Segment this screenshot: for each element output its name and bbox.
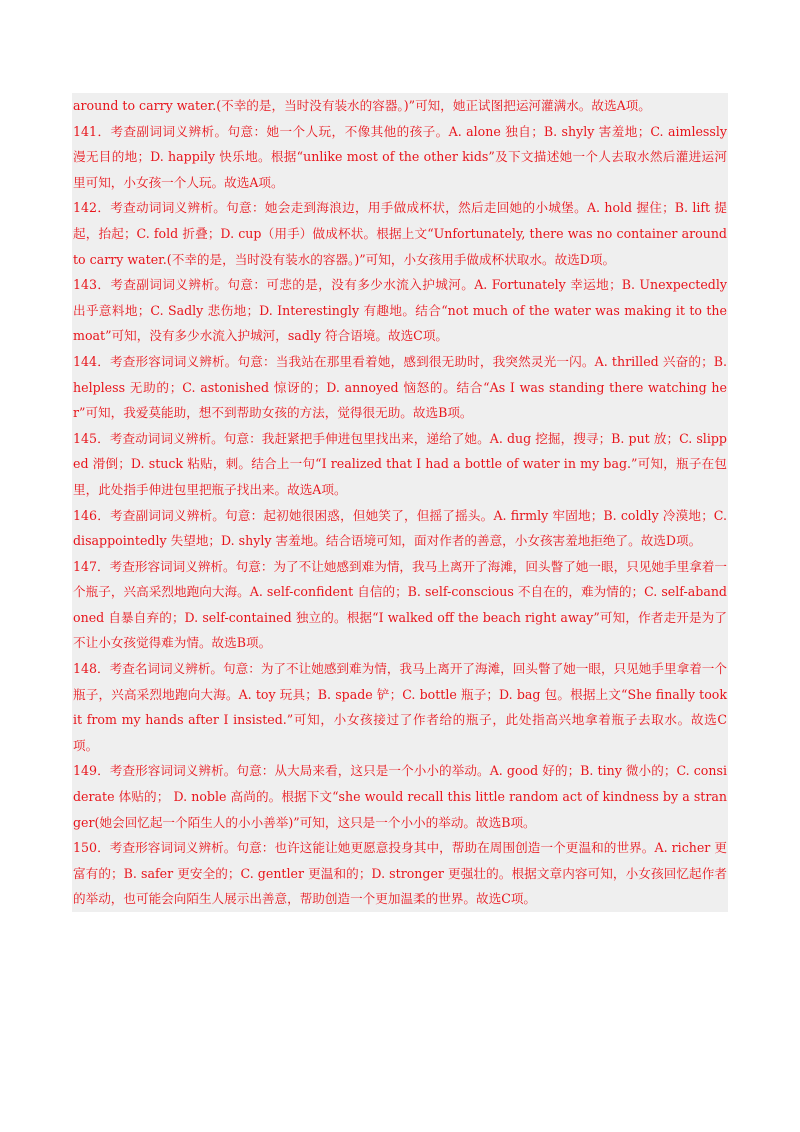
- explanation-146: 146．考查副词词义辨析。句意：起初她很困惑，但她笑了，但摇了摇头。A. firmly 牢固地；B. coldly 冷漠地；C. disappointedly 失望地；D. shyly 害羞地。结合语境可知，面对作者的善意，小女孩害羞地拒绝了。故选D项。: [73, 507, 727, 549]
- explanation-142: 142．考查动词词义辨析。句意：她会走到海浪边，用手做成杯状，然后走回她的小城堡。A. hold 握住；B. lift 提起，抬起；C. fold 折叠；D. cup（用手）做成杯状。根据上文“Unfortunately, there was no container around to carry water.(不幸的是，当时没有装水的容器。)”可知，小女孩用手做成杯状取水。故选D项。: [73, 200, 727, 267]
- answer-explanations: [72, 93, 728, 912]
- explanation-143: 143．考查副词词义辨析。句意：可悲的是，没有多少水流入护城河。A. Fortunately 幸运地；B. Unexpectedly 出乎意料地；C. Sadly 悲伤地；D. Interestingly 有趣地。结合“not much of the water was making it to the moat”可知，没有多少水流入护城河，sadly 符合语境。故选C项。: [73, 277, 727, 344]
- explanation-147: 147．考查形容词词义辨析。句意：为了不让她感到难为情，我马上离开了海滩，回头瞥了她一眼，只见她手里拿着一个瓶子，兴高采烈地跑向大海。A. self-confident 自信的；B. self-conscious 不自在的，难为情的；C. self-abandoned 自暴自弃的；D. self-contained 独立的。根据“I walked off the beach right away”可知，作者走开是为了不让小女孩觉得难为情。故选B项。: [73, 558, 727, 651]
- explanation-144: 144．考查形容词词义辨析。句意：当我站在那里看着她，感到很无助时，我突然灵光一闪。A. thrilled 兴奋的；B. helpless 无助的；C. astonished 惊讶的；D. annoyed 恼怒的。结合“As I was standing there watching her”可知，我爱莫能助，想不到帮助女孩的方法，觉得很无助。故选B项。: [73, 353, 727, 421]
- explanation-145: 145．考查动词词义辨析。句意：我赶紧把手伸进包里找出来，递给了她。A. dug 挖掘，搜寻；B. put 放；C. slipped 滑倒；D. stuck 粘贴，刺。结合上一句“I realized that I had a bottle of water in my bag.”可知，瓶子在包里，此处指手伸进包里把瓶子找出来。故选A项。: [73, 430, 727, 497]
- explanation-148: 148．考查名词词义辨析。句意：为了不让她感到难为情，我马上离开了海滩，回头瞥了她一眼，只见她手里拿着一个瓶子，兴高采烈地跑向大海。A. toy 玩具；B. spade 铲；C. bottle 瓶子；D. bag 包。根据上文“She finally took it from my hands after I insisted.”可知，小女孩接过了作者给的瓶子，此处指高兴地拿着瓶子去取水。故选C项。: [73, 661, 727, 753]
- explanation-149: 149．考查形容词词义辨析。句意：从大局来看，这只是一个小小的举动。A. good 好的；B. tiny 微小的；C. considerate 体贴的； D. noble 高尚的。根据下文“she would recall this little random act of kindness by a stranger(她会回忆起一个陌生人的小小善举)”可知，这只是一个小小的举动。故选B项。: [73, 763, 727, 830]
- explanation-150: 150．考查形容词词义辨析。句意：也许这能让她更愿意投身其中，帮助在周围创造一个更温和的世界。A. richer 更富有的；B. safer 更安全的；C. gentler 更温和的；D. stronger 更强壮的。根据文章内容可知，小女孩回忆起作者的举动，也可能会向陌生人展示出善意，帮助创造一个更加温柔的世界。故选C项。: [73, 840, 727, 907]
- paragraph-continuation: around to carry water.(不幸的是，当时没有装水的容器。)”可知，她正试图把运河灌满水。故选A项。: [73, 98, 651, 113]
- explanation-141: 141．考查副词词义辨析。句意：她一个人玩，不像其他的孩子。A. alone 独自；B. shyly 害羞地；C. aimlessly 漫无目的地；D. happily 快乐地。根据“unlike most of the other kids”及下文描述她一个人去取水然后灌进运河里可知，小女孩一个人玩。故选A项。: [73, 123, 727, 190]
